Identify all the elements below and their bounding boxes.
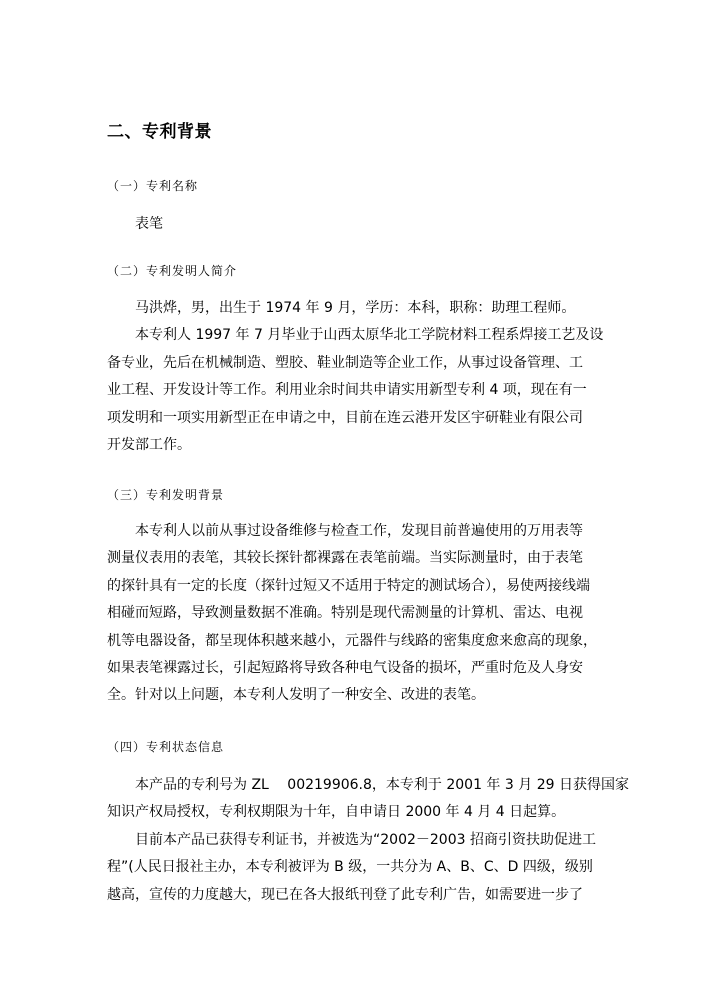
paragraph-line: 本产品的专利号为 ZL 00219906.8，本专利于 2001 年 3 月 29 日获得国家	[135, 777, 629, 793]
subsection-title-inventor: （二）专利发明人简介	[107, 264, 238, 278]
paragraph-line: 程”(人民日报社主办，本专利被评为 B 级，一共分为 A、B、C、D 四级，级别	[107, 859, 593, 876]
inventor-paragraph	[107, 295, 602, 459]
section-heading: 二、专利背景	[107, 122, 212, 142]
paragraph-line: 本专利人 1997 年 7 月毕业于山西太原华北工学院材料工程系焊接工艺及设	[135, 327, 604, 344]
paragraph-line: 本专利人以前从事过设备维修与检查工作，发现目前普遍使用的万用表等	[135, 523, 583, 539]
paragraph-line: 测量仪表用的表笔，其较长探针都裸露在表笔前端。当实际测量时，由于表笔	[107, 550, 583, 567]
paragraph-line: 表笔	[135, 216, 163, 232]
paragraph-line: 业工程、开发设计等工作。利用业余时间共申请实用新型专利 4 项，现在有一	[107, 382, 587, 399]
background-paragraph	[107, 518, 602, 710]
paragraph-line: 项发明和一项实用新型正在申请之中，目前在连云港开发区宇研鞋业有限公司	[107, 409, 583, 426]
patent-name-paragraph	[107, 211, 602, 238]
paragraph-line: 的探针具有一定的长度（探针过短又不适用于特定的测试场合），易使两接线端	[107, 577, 590, 594]
paragraph-line: 目前本产品已获得专利证书，并被选为“2002－2003 招商引资扶助促进工	[135, 831, 596, 848]
paragraph-line: 备专业，先后在机械制造、塑胶、鞋业制造等企业工作，从事过设备管理、工	[107, 354, 583, 371]
status-paragraph	[107, 772, 629, 909]
subsection-title-patent-name: （一）专利名称	[107, 179, 199, 193]
paragraph-line: 如果表笔裸露过长，引起短路将导致各种电气设备的损坏，严重时危及人身安	[107, 660, 583, 677]
paragraph-line: 开发部工作。	[107, 437, 191, 454]
paragraph-line: 相碰而短路，导致测量数据不准确。特别是现代需测量的计算机、雷达、电视	[107, 605, 583, 622]
paragraph-line: 马洪烨，男，出生于 1974 年 9 月，学历：本科，职称：助理工程师。	[135, 300, 576, 316]
subsection-title-background: （三）专利发明背景	[107, 488, 225, 502]
subsection-title-status: （四）专利状态信息	[107, 740, 225, 754]
paragraph-line: 越高，宣传的力度越大，现已在各大报纸刊登了此专利广告，如需要进一步了	[107, 886, 583, 903]
paragraph-line: 机等电器设备，都呈现体积越来越小，元器件与线路的密集度愈来愈高的现象，	[107, 632, 597, 649]
paragraph-line: 知识产权局授权，专利权期限为十年，自申请日 2000 年 4 月 4 日起算。	[107, 804, 566, 821]
paragraph-line: 全。针对以上问题，本专利人发明了一种安全、改进的表笔。	[107, 687, 485, 704]
